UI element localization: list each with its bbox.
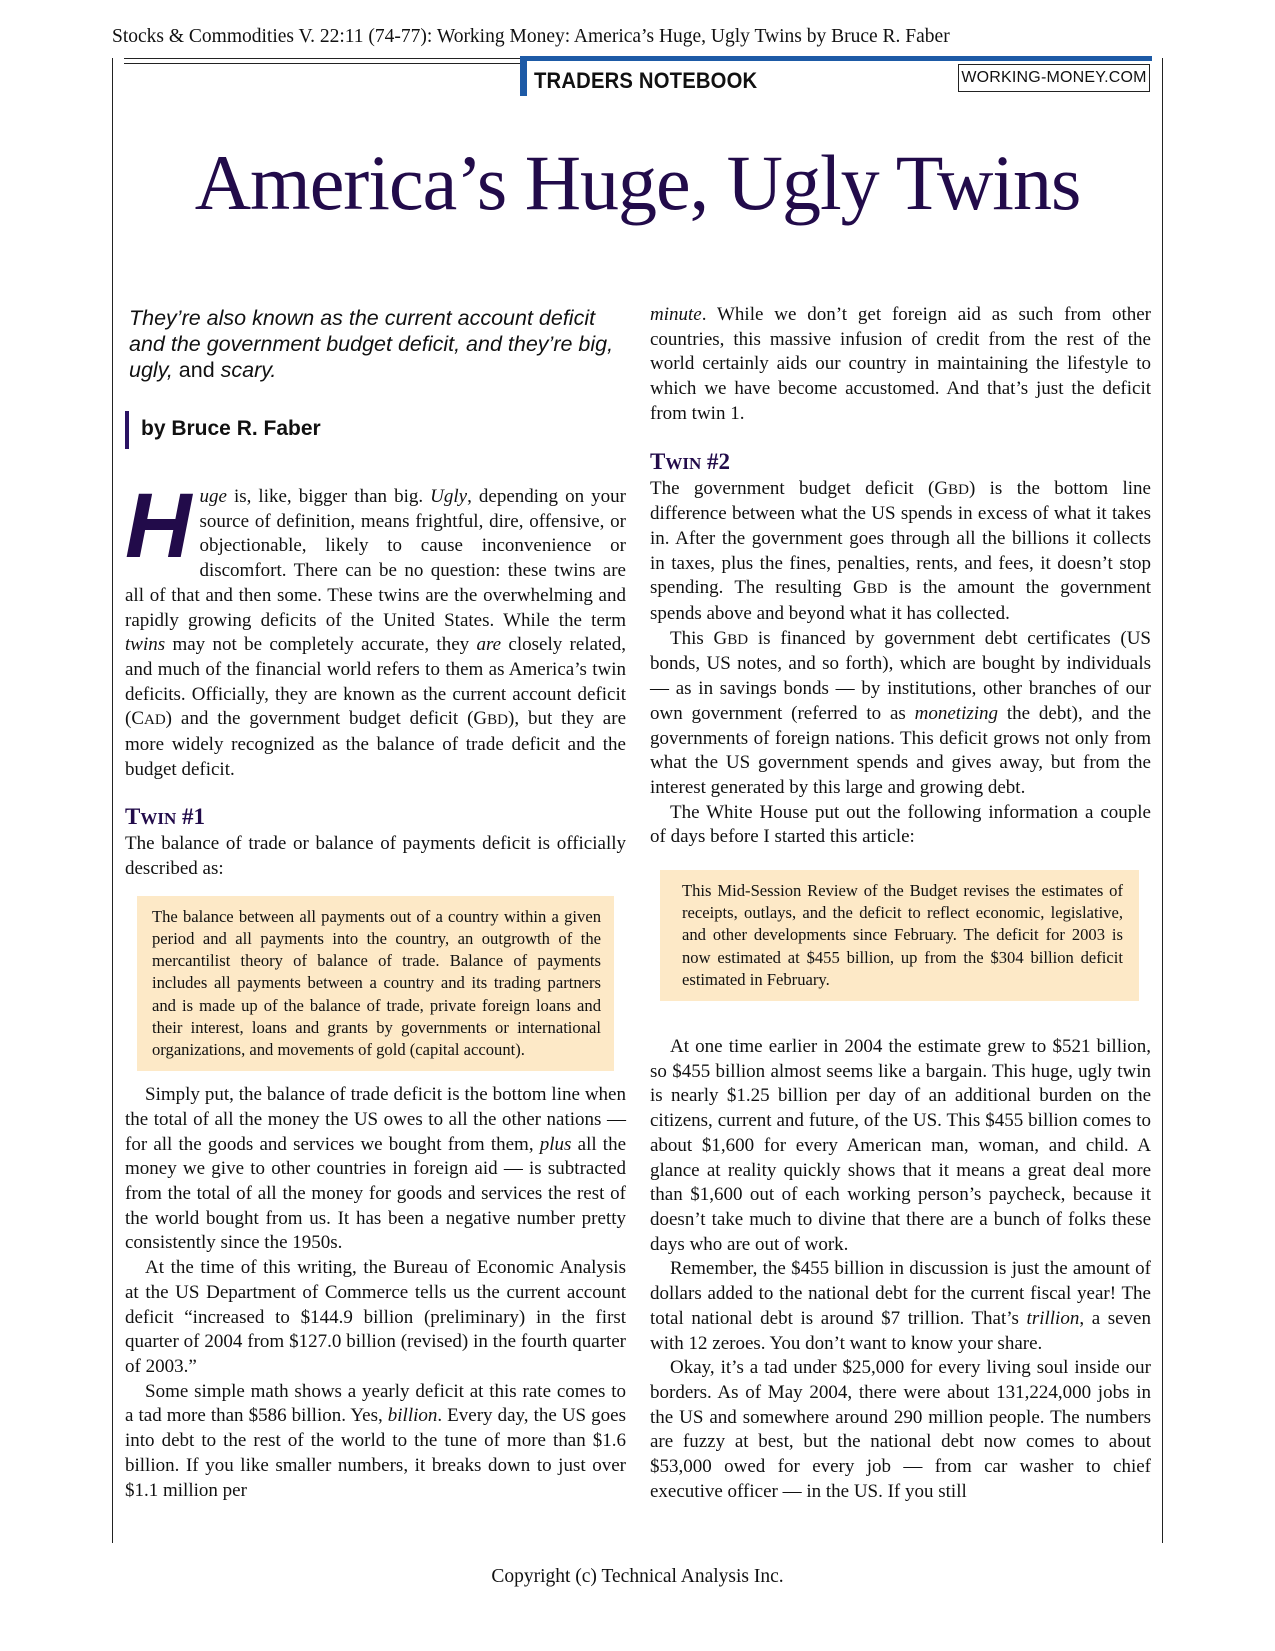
paragraph-text: , a seven with 12 zeroes. You don’t want to know your share.	[650, 1307, 1151, 1354]
twin1-paragraph-4	[125, 1380, 626, 1504]
byline: by Bruce R. Faber	[125, 411, 626, 449]
paragraph-text: This G	[670, 627, 728, 649]
paragraph-text: The government budget deficit (G	[650, 477, 949, 499]
paragraph-text: . While we don’t get foreign aid as such from other countries, this massive infusion of credit from the rest of the world certainly aids our country in maintaining the lifestyle to which we have become accustomed. And that’s just the deficit from twin 1.	[650, 304, 1151, 424]
paragraph-text: all the money we give to other countries in foreign aid — is subtracted from the total of all the money for goods and services the rest of the world bought from us. It has been a negative number pretty consistently since the 1950s.	[125, 1133, 627, 1254]
twin2-paragraph-1	[650, 477, 1151, 627]
paragraph-text: . Every day, the US goes into debt to the rest of the world to the tune of more than $1.6 billion. If you like smaller numbers, it breaks down to just over $1.1 million per	[125, 1405, 626, 1501]
paragraph-smallcaps: BD	[866, 581, 888, 598]
section-label-accent-tab	[520, 56, 527, 96]
definition-quote-box: The balance between all payments out of a country within a given period and all payments into the country, an outgrowth of the mercantilist theory of balance of trade. Balance of payments includes all payments between a country and its trading partners and is made up of the balance of trade, private foreign loans and their interest, loans and grants by governments or international organizations, and movements of gold (capital account).	[137, 896, 614, 1071]
twin1-paragraph-3: At the time of this writing, the Bureau of Economic Analysis at the US Department of Commerce tells us the current account deficit “increased to $144.9 billion (preliminary) in the first quarter of 2004 from $127.0 billion (revised) in the fourth quarter of 2003.”	[125, 1257, 626, 1377]
article-title: America’s Huge, Ugly Twins	[194, 139, 1081, 226]
twin2-paragraph-3: The White House put out the following information a couple of days before I started this article:	[650, 801, 1151, 848]
page-frame-left-rule	[112, 58, 113, 1543]
intro-paragraph	[125, 475, 626, 782]
intro-text: may not be completely accurate, they	[165, 634, 477, 656]
subhead-smallcaps: WIN	[140, 809, 177, 829]
deck-text-2: and	[172, 358, 221, 382]
header-rule-bottom	[124, 63, 522, 64]
paragraph-text: ) is the bottom line difference between what the US spends in excess of what it takes in. After the government goes through all the billions it collects in taxes, plus the fines, penalties, rents, and fees, it doesn’t stop spending. The resulting G	[650, 477, 1151, 599]
section-label: TRADERS NOTEBOOK	[534, 68, 758, 93]
twin2-paragraph-5	[650, 1257, 1151, 1356]
subhead-text: #1	[176, 804, 205, 830]
page-frame-right-rule	[1162, 58, 1163, 1543]
white-house-quote-box: This Mid-Session Review of the Budget revises the estimates of receipts, outlays, and the deficit to reflect economic, legislative, and other developments since February. The deficit for 2003 is now estimated at $455 billion, up from the $304 billion deficit estimated in February.	[660, 870, 1139, 1001]
intro-em-twins: twins	[125, 634, 166, 656]
twin2-paragraph-2	[650, 627, 1151, 801]
running-head: Stocks & Commodities V. 22:11 (74-77): Working Money: America’s Huge, Ugly Twins by Bruce R. Faber	[112, 26, 950, 47]
paragraph-em-monetizing: monetizing	[914, 702, 999, 724]
intro-text: is, like, bigger than big.	[226, 486, 431, 507]
paragraph-em-trillion: trillion	[1026, 1307, 1080, 1329]
paragraph-text: Some simple math shows a yearly deficit at this rate comes to a tad more than $586 billion. Yes,	[125, 1380, 626, 1427]
copyright-footer: Copyright (c) Technical Analysis Inc.	[491, 1566, 784, 1587]
intro-text: ) and the government budget deficit (G	[165, 708, 488, 730]
deck-text-1: They’re also known as the current account deficit and the government budget deficit, and they’re big, ugly,	[129, 306, 614, 382]
paragraph-text: is the amount the government spends above and beyond what it has collected.	[650, 577, 1151, 625]
subhead-smallcaps: WIN	[665, 453, 702, 473]
paragraph-em-billion: billion	[387, 1405, 438, 1427]
intro-smallcaps: AD	[144, 712, 166, 729]
article-deck	[125, 305, 626, 383]
site-label-box	[958, 64, 1150, 92]
site-label: WORKING-MONEY.COM	[961, 69, 1147, 86]
deck-text-3: scary.	[220, 358, 277, 382]
intro-text: , depending on your source of definition, means frightful, dire, offensive, or objectionable, likely to cause inconvenience or discomfort. There can be no question: these twins are all of that and then some. These twins are the overwhelming and rapidly growing deficits of the United States. While the term	[125, 486, 626, 631]
twin2-paragraph-6: Okay, it’s a tad under $25,000 for every living soul inside our borders. As of May 2004, there were about 131,224,000 jobs in the US and somewhere around 290 million people. The numbers are fuzzy at best, but the national debt now comes to about $53,000 owed for every job — from car washer to chief executive officer — in the US. If you still	[650, 1357, 1151, 1502]
subhead-twin-1	[125, 804, 626, 832]
subhead-twin-2	[650, 449, 1151, 477]
subhead-text: T	[650, 448, 666, 474]
subhead-text: T	[125, 804, 141, 830]
header-accent-rule	[520, 56, 1152, 61]
intro-text: closely related, and much of the financial world refers to them as America’s twin deficits. Officially, they are known as the current account deficit (C	[125, 634, 626, 730]
paragraph-text: the debt), and the governments of foreign nations. This deficit grows not only from what the US government spends and gives away, but from the interest generated by this large and growing debt.	[650, 702, 1151, 798]
paragraph-em-minute: minute	[650, 304, 702, 325]
twin2-paragraph-4: At one time earlier in 2004 the estimate grew to $521 billion, so $455 billion almost seems like a bargain. This huge, ugly twin is nearly $1.25 billion per day of an additional burden on the citizens, current and future, of the US. This $455 billion comes to about $1,600 for every American man, woman, and child. A glance at reality quickly shows that it means a great deal more than $1,600 out of each working person’s paycheck, because it doesn’t take much to divine that there are a bunch of folks these days who are out of work.	[650, 1036, 1151, 1255]
twin1-paragraph-4-continued	[650, 303, 1151, 427]
intro-smallcaps: BD	[487, 712, 508, 729]
paragraph-text: Simply put, the balance of trade deficit is the bottom line when the total of all the money the US owes to all the other nations — for all the goods and services we bought from them,	[125, 1084, 626, 1155]
intro-em-ugly: Ugly	[430, 486, 468, 507]
paragraph-smallcaps: BD	[948, 481, 969, 498]
intro-text: ), but they are more widely recognized as the balance of trade deficit and the budget deficit.	[125, 708, 626, 780]
header-rule-top	[124, 58, 522, 59]
drop-cap: H	[125, 475, 192, 577]
twin1-paragraph-2	[125, 1083, 626, 1256]
twin1-lead-paragraph: The balance of trade or balance of payments deficit is officially described as:	[125, 833, 626, 880]
paragraph-em-plus: plus	[539, 1133, 572, 1155]
intro-em-are: are	[476, 634, 502, 656]
paragraph-smallcaps: BD	[727, 631, 749, 648]
column-right	[650, 303, 1151, 1504]
column-left	[125, 305, 626, 1503]
subhead-text: #2	[701, 448, 730, 474]
paragraph-text: is financed by government debt certificates (US bonds, US notes, and so forth), which are bought by individuals — as in savings bonds — by institutions, other branches of our own government (referred to as	[650, 627, 1151, 724]
paragraph-text: Remember, the $455 billion in discussion is just the amount of dollars added to the national debt for the current fiscal year! The total national debt is around $7 trillion. That’s	[650, 1258, 1151, 1329]
intro-em-huge: uge	[199, 486, 227, 507]
